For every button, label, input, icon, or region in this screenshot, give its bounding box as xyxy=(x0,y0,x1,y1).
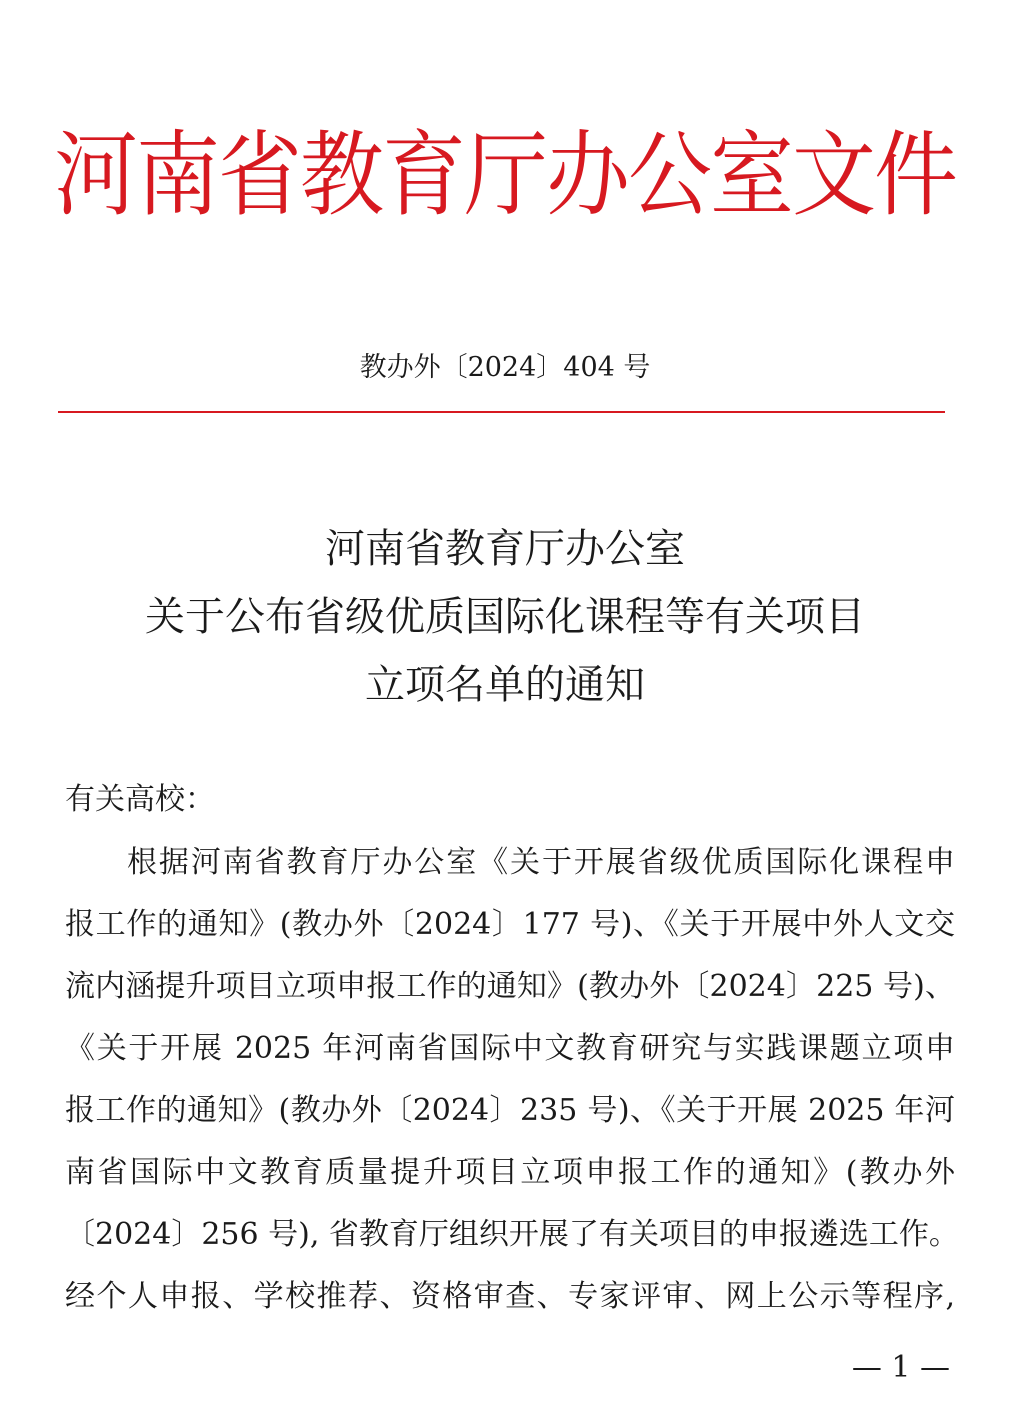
page-number: — 1 — xyxy=(851,1350,950,1385)
body-line-7: 〔2024〕256 号), 省教育厅组织开展了有关项目的申报遴选工作。 xyxy=(65,1217,959,1252)
addressee: 有关高校： xyxy=(65,782,215,817)
document-number: 教办外〔2024〕404 号 xyxy=(359,352,651,383)
body-line-8: 经个人申报、学校推荐、资格审查、专家评审、网上公示等程序, xyxy=(65,1279,955,1314)
body-paragraph xyxy=(65,832,959,1328)
body-line-2: 报工作的通知》(教办外〔2024〕177 号)、《关于开展中外人文交 xyxy=(65,907,955,942)
red-divider-line xyxy=(58,411,945,413)
notice-title-line-3: 立项名单的通知 xyxy=(365,662,645,708)
body-line-6: 南省国际中文教育质量提升项目立项申报工作的通知》(教办外 xyxy=(65,1155,955,1190)
body-line-5: 报工作的通知》(教办外〔2024〕235 号)、《关于开展 2025 年河 xyxy=(65,1093,955,1128)
notice-title-line-1: 河南省教育厅办公室 xyxy=(325,526,685,572)
notice-title-line-2: 关于公布省级优质国际化课程等有关项目 xyxy=(145,594,865,640)
body-line-3: 流内涵提升项目立项申报工作的通知》(教办外〔2024〕225 号)、 xyxy=(65,969,955,1004)
document-header-title: 河南省教育厅办公室文件 xyxy=(53,121,956,229)
body-line-4: 《关于开展 2025 年河南省国际中文教育研究与实践课题立项申 xyxy=(65,1031,955,1066)
body-line-1: 根据河南省教育厅办公室《关于开展省级优质国际化课程申 xyxy=(127,845,955,880)
notice-title xyxy=(0,515,1010,719)
